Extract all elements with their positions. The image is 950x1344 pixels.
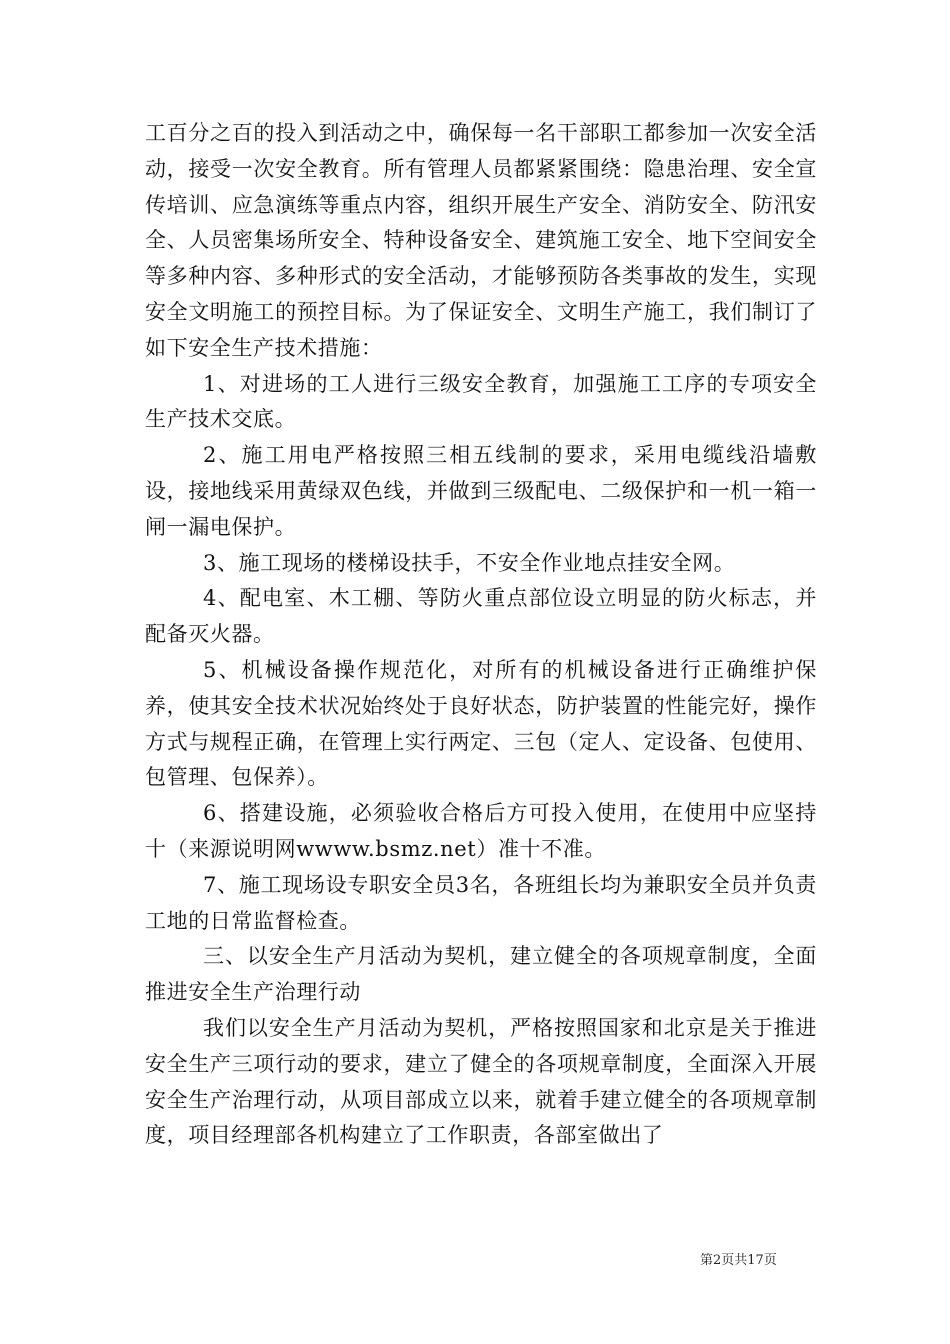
paragraph-measure-7: 7、施工现场设专职安全员3名，各班组长均为兼职安全员并负责工地的日常监督检查。 (145, 872, 817, 933)
page-number: 第2页共17页 (700, 1253, 777, 1268)
paragraph-measure-4: 4、配电室、木工棚、等防火重点部位设立明显的防火标志，并配备灭火器。 (145, 586, 817, 647)
paragraph-section-3-body: 我们以安全生产月活动为契机，严格按照国家和北京是关于推进安全生产三项行动的要求，建立了健全的各项规章制度，全面深入开展安全生产治理行动，从项目部成立以来，就着手建立健全的各项规章制度，项目经理部各机构建立了工作职责，各部室做出了 (145, 1015, 817, 1148)
paragraph-measure-5: 5、机械设备操作规范化，对所有的机械设备进行正确维护保养，使其安全技术状况始终处于良好状态，防护装置的性能完好，操作方式与规程正确，在管理上实行两定、三包（定人、定设备、包使用、包管理、包保养）。 (145, 657, 817, 790)
document-body (145, 116, 817, 1154)
paragraph-measure-2: 2、施工用电严格按照三相五线制的要求，采用电缆线沿墙敷设，接地线采用黄绿双色线，并做到三级配电、二级保护和一机一箱一闸一漏电保护。 (145, 443, 817, 539)
paragraph-intro: 工百分之百的投入到活动之中，确保每一名干部职工都参加一次安全活动，接受一次安全教育。所有管理人员都紧紧围绕：隐患治理、安全宣传培训、应急演练等重点内容，组织开展生产安全、消防安全、防汛安全、人员密集场所安全、特种设备安全、建筑施工安全、地下空间安全等多种内容、多种形式的安全活动，才能够预防各类事故的发生，实现安全文明施工的预控目标。为了保证安全、文明生产施工，我们制订了如下安全生产技术措施： (145, 121, 817, 360)
section-heading-3: 三、以安全生产月活动为契机，建立健全的各项规章制度，全面推进安全生产治理行动 (145, 944, 817, 1005)
paragraph-measure-3: 3、施工现场的楼梯设扶手，不安全作业地点挂安全网。 (203, 550, 736, 575)
paragraph-measure-6: 6、搭建设施，必须验收合格后方可投入使用，在使用中应坚持十（来源说明网wwww.bsmz.net）准十不准。 (145, 801, 817, 861)
paragraph-measure-1: 1、对进场的工人进行三级安全教育，加强施工工序的专项安全生产技术交底。 (145, 371, 817, 432)
